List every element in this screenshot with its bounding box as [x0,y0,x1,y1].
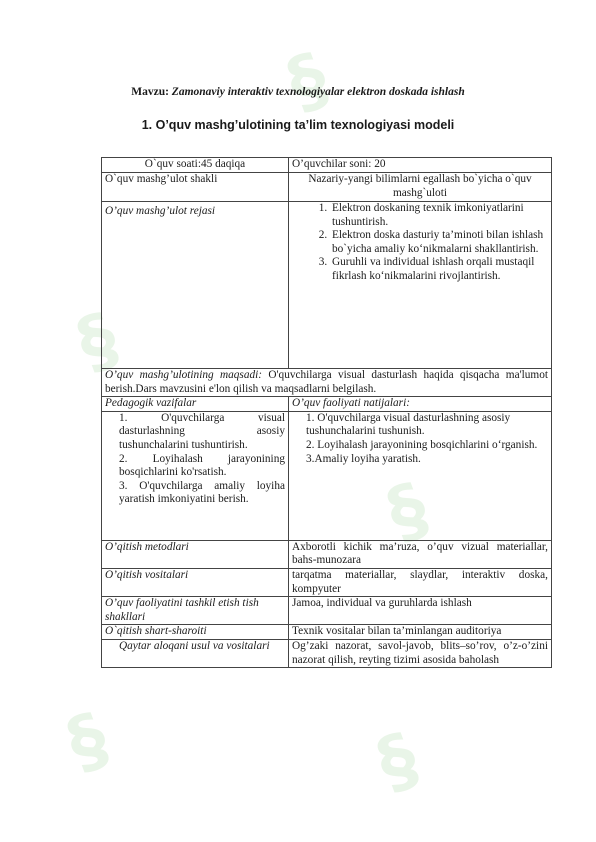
form-value: Nazariy-yangi bilimlarni egallash bo`yicha o`quv mashg`uloti [289,173,552,202]
goal-text: O'quvchilarga visual dasturlash haqida qisqacha ma'lumot berish.Dars mavzusini e'lon qilish va maqsadlarni belgilash. [105,369,548,395]
topic-title: Zamonaviy interaktiv texnologiyalar elektron doskada ishlash [171,86,465,98]
hours-cell: O`quv soati:45 daqiqa [102,158,289,173]
topic-label: Mavzu: [131,86,169,98]
row-label: O’quv faoliyatini tashkil etish tish shakllari [102,597,289,625]
row-label: O’qitish metodlari [102,540,289,568]
list-item: 2. Loyihalash jarayonining bosqichlarini o‘rganish. [306,438,538,451]
table-row [102,173,552,202]
table-row [102,639,552,667]
list-item: 3. Guruhli va individual ishlash orqali mustaqil fikrlash ko‘nikmalarini rivojlantirish. [330,256,548,283]
table-row [102,625,552,640]
watermark: § [367,716,428,806]
students-cell: O’quvchilar soni: 20 [289,158,552,173]
row-value: Axborotli kichik ma’ruza, o’quv vizual materiallar, bahs-munozara [289,540,552,568]
table-row [102,397,552,412]
table-row [102,369,552,397]
row-label: O`qitish shart-sharoiti [102,625,289,640]
list-item: 1. O'quvchilarga visual dasturlashning asosiy tushunchalarini tushuntirish. [119,411,285,451]
form-label: O`quv mashg’ulot shakli [102,173,289,202]
results-cell [289,411,552,540]
row-label: O’qitish vositalari [102,568,289,596]
list-item: 3.Amaliy loyiha yaratish. [306,452,421,465]
watermark: § [67,296,128,386]
table-row [102,568,552,596]
plan-list [292,202,548,284]
goal-label: O’quv mashg’ulotining maqsadi: [105,369,263,381]
list-item: 2. Loyihalash jarayonining bosqichlarini ko'rsatish. [119,452,285,479]
goal-cell [102,369,552,397]
row-value: Jamoa, individual va guruhlarda ishlash [289,597,552,625]
model-table [101,157,552,668]
plan-label-text: O’quv mashg’ulot rejasi [105,205,216,217]
table-row [102,411,552,540]
list-item: 1. Elektron doskaning texnik imkoniyatlarini tushuntirish. [330,202,548,229]
table-row [102,158,552,173]
list-item: 1. O'quvchilarga visual dasturlashning asosiy tushunchalarini tushunish. [306,411,511,438]
section-heading: 1. O’quv mashg’ulotining ta’lim texnologiyasi modeli [141,118,455,132]
list-item: 3. O'quvchilarga amaliy loyiha yaratish imkoniyatini berish. [119,479,285,506]
ped-label: Pedagogik vazifalar [102,397,289,412]
table-row [102,540,552,568]
watermark: § [377,466,438,556]
table-row [102,202,552,369]
plan-label [102,202,289,369]
row-value: tarqatma materiallar, slaydlar, interaktiv doska, kompyuter [289,568,552,596]
topic-line [0,86,596,98]
watermark: § [277,36,338,126]
plan-cell [289,202,552,369]
table-row [102,597,552,625]
list-item: 2. Elektron doska dasturiy ta’minoti bilan ishlash bo`yicha amaliy ko‘nikmalarni shakllantirish. [330,229,548,256]
watermark: § [57,696,118,786]
row-value: Og’zaki nazorat, savol-javob, blits–so’rov, o’z-o’zini nazorat qilish, reyting tizimi asosida baholash [289,639,552,667]
results-label: O’quv faoliyati natijalari: [289,397,552,412]
row-value: Texnik vositalar bilan ta’minlangan auditoriya [289,625,552,640]
row-label: Qaytar aloqani usul va vositalari [102,639,289,667]
ped-cell [102,411,289,540]
